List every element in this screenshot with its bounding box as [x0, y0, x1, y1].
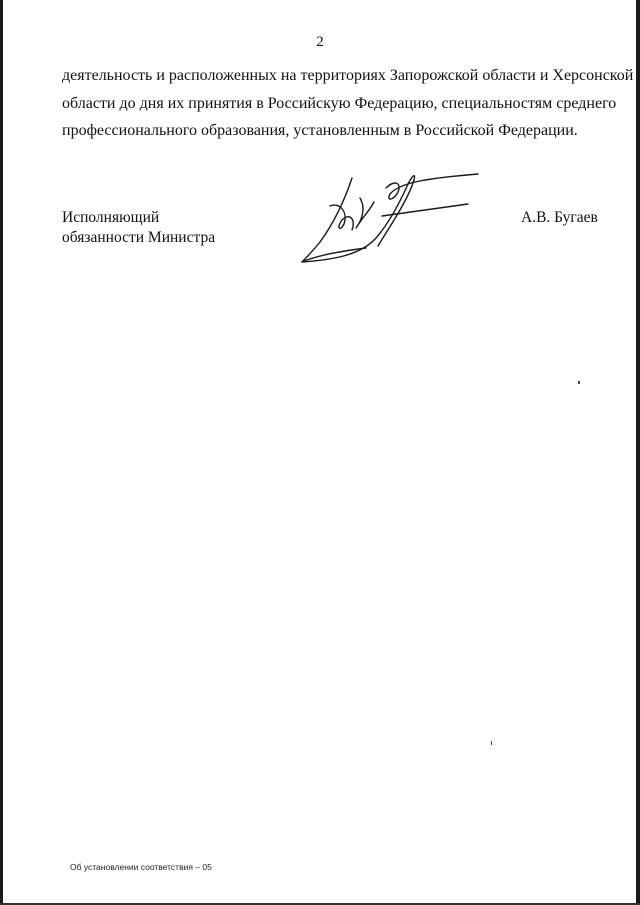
scan-speck [578, 381, 580, 384]
scan-edge-right [636, 0, 640, 905]
scan-speck [491, 741, 492, 745]
body-paragraph [62, 62, 634, 145]
signer-position-line: Исполняющий [62, 209, 160, 226]
footer-note: Об установлении соответствия – 05 [70, 862, 212, 872]
handwritten-signature [290, 168, 490, 268]
page-number: 2 [316, 34, 324, 50]
scan-edge-left [0, 0, 3, 905]
body-line: профессионального образования, установленным в Российской Федерации. [62, 122, 578, 139]
signer-position-line: обязанности Министра [62, 229, 216, 246]
signer-name: А.В. Бугаев [521, 209, 598, 226]
body-line: области до дня их принятия в Российскую Федерацию, специальностям среднего [62, 94, 617, 112]
body-line: деятельность и расположенных на территориях Запорожской области и Херсонской [62, 67, 634, 84]
signer-position [62, 208, 215, 248]
